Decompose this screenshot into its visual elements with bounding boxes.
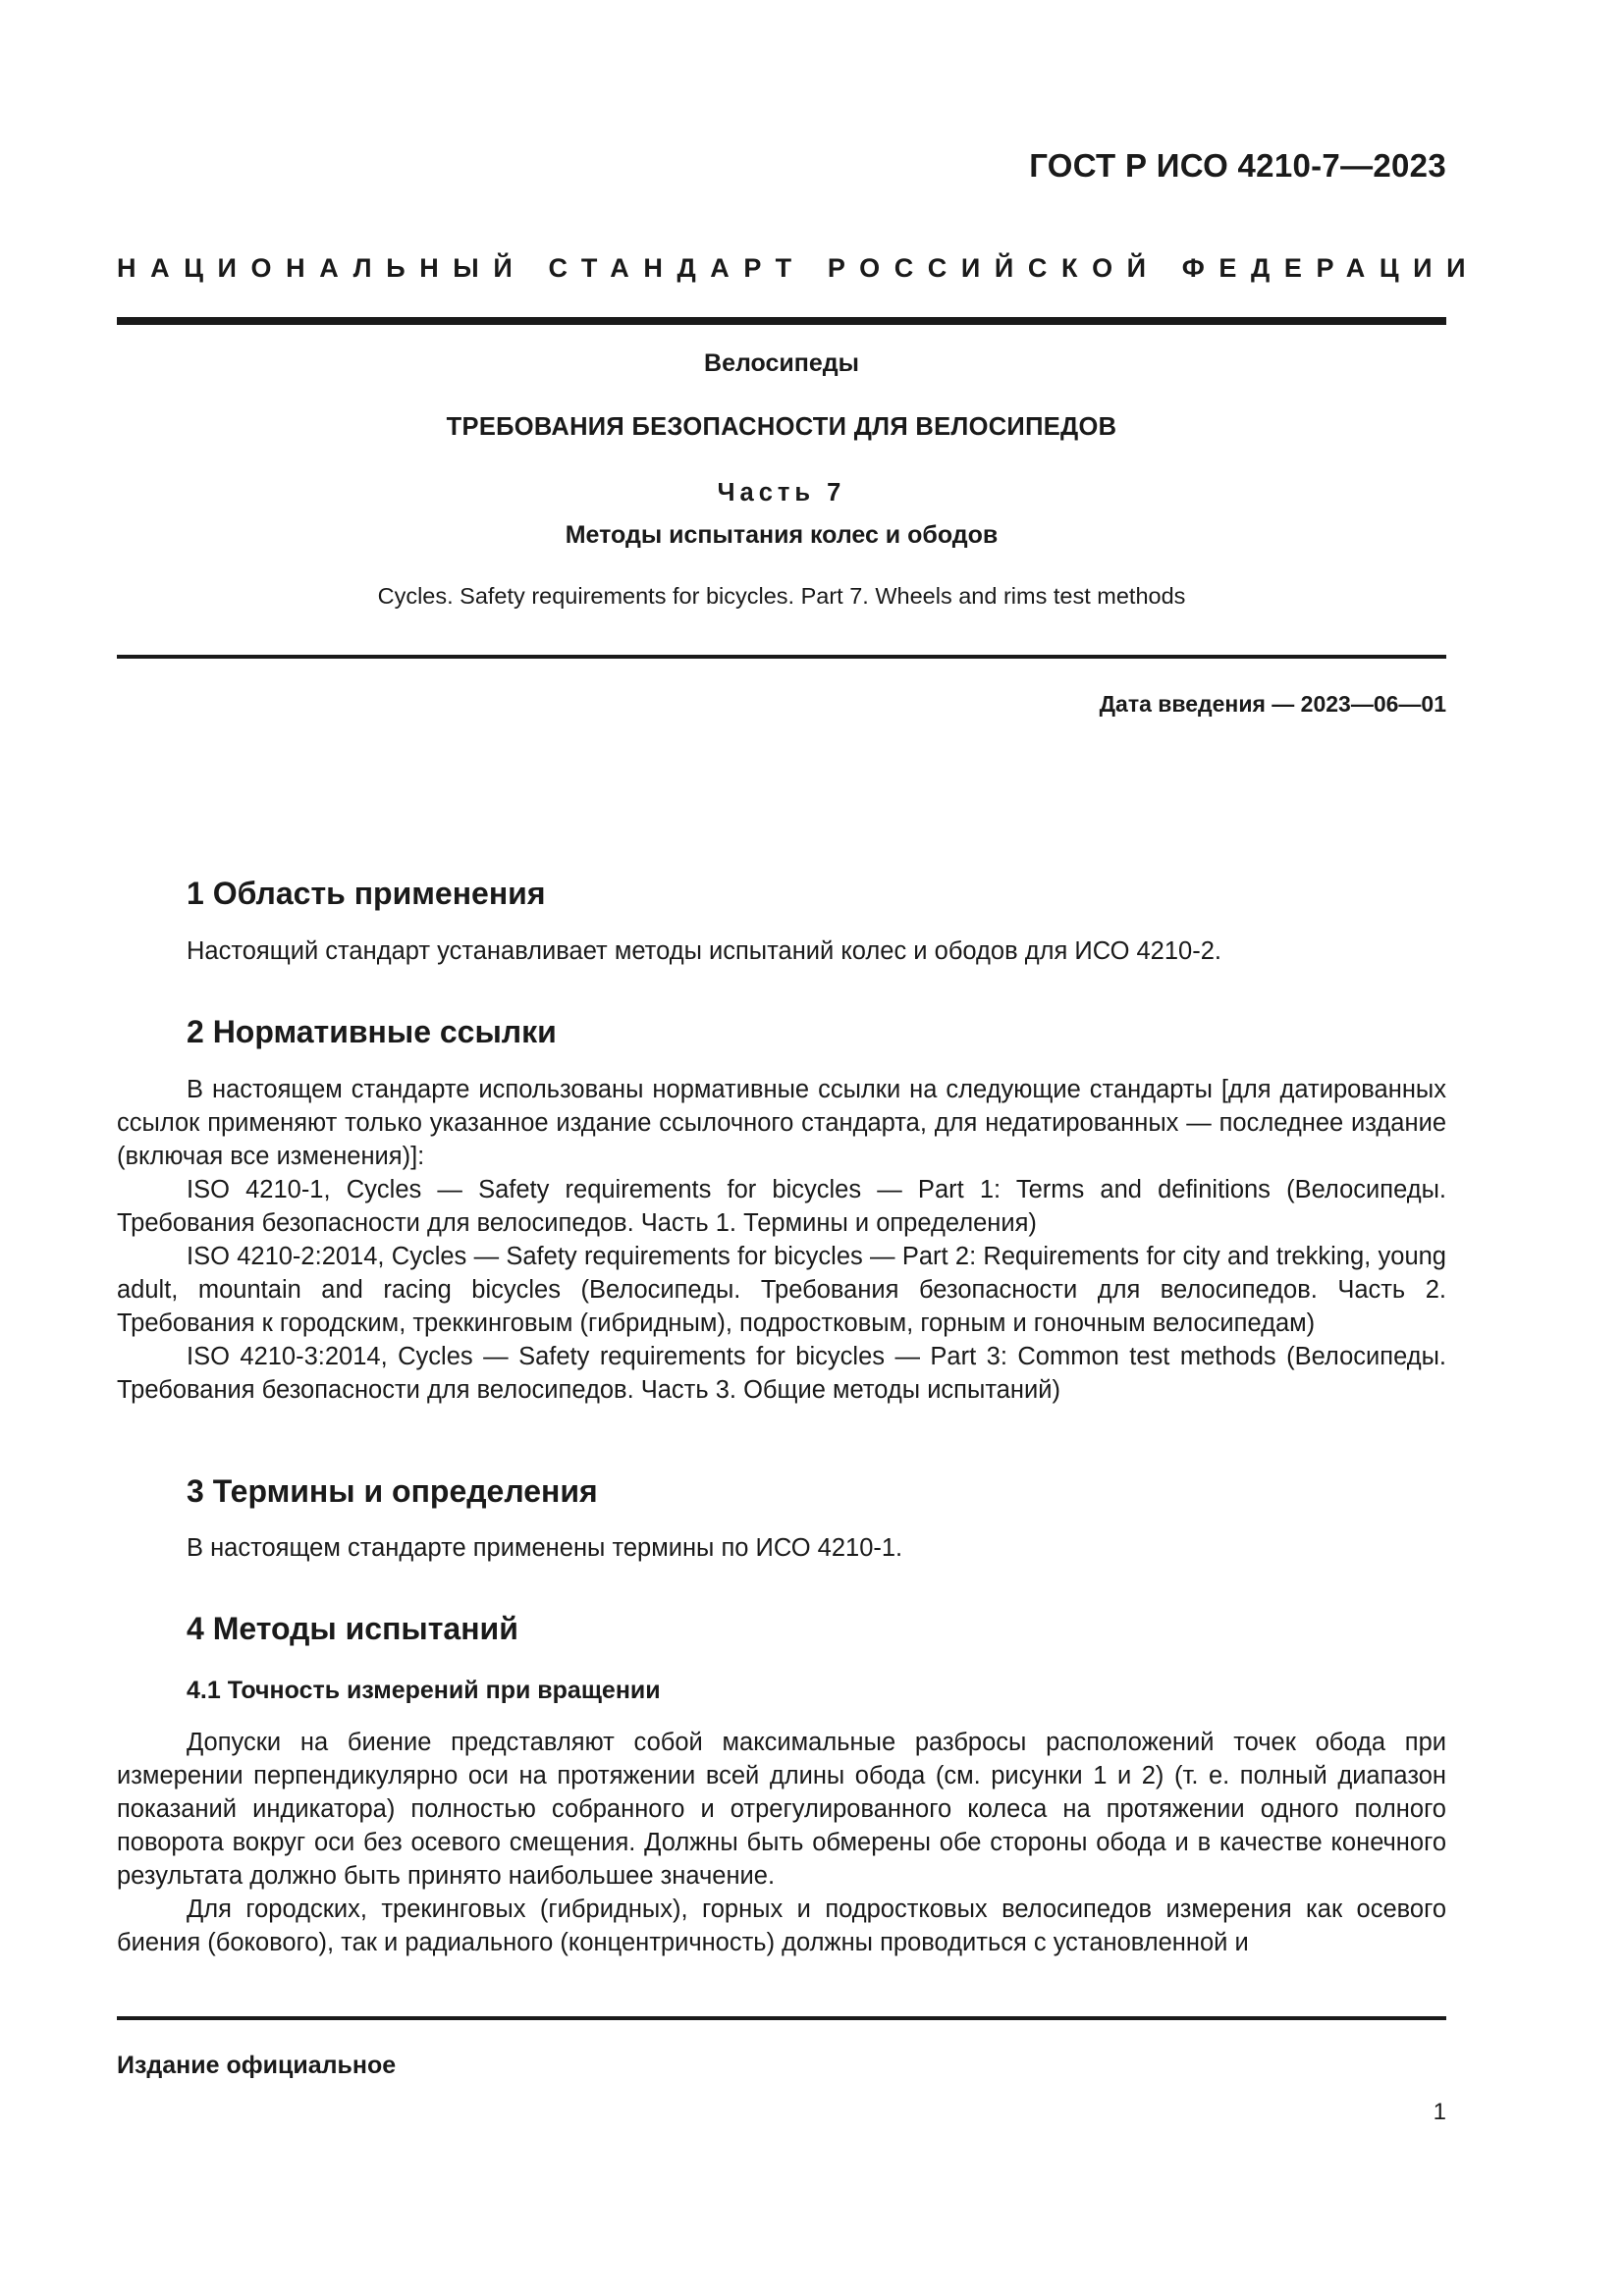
title-main: ТРЕБОВАНИЯ БЕЗОПАСНОСТИ ДЛЯ ВЕЛОСИПЕДОВ (446, 413, 1117, 441)
reference-iso-4210-1: ISO 4210-1, Cycles — Safety requirements for bicycles — Part 1: Terms and definitions (Велосипеды. Требования безопасности для велосипедов. Часть 1. Термины и определения) (117, 1176, 1446, 1237)
section-4-1-body (117, 1726, 1446, 1959)
title-divider (117, 655, 1446, 659)
section-2-heading: 2 Нормативные ссылки (187, 1014, 557, 1049)
footer-divider (117, 2016, 1446, 2020)
paragraph: Для городских, трекинговых (гибридных), горных и подростковых велосипедов измерения как осевого биения (бокового), так и радиального (концентричность) должны проводиться с установленной и (117, 1896, 1446, 1956)
reference-iso-4210-3: ISO 4210-3:2014, Cycles — Safety requirements for bicycles — Part 3: Common test methods (Велосипеды. Требования безопасности для велосипедов. Часть 3. Общие методы испытаний) (117, 1343, 1446, 1404)
reference-iso-4210-2: ISO 4210-2:2014, Cycles — Safety requirements for bicycles — Part 2: Requirements for city and trekking, young adult, mountain and racing bicycles (Велосипеды. Требования безопасности для велосипедов. Часть 2. Требования к городским, треккинговым (гибридным), подростковым, горным и гоночным велосипедам) (117, 1243, 1446, 1337)
section-3-text: В настоящем стандарте применены термины по ИСО 4210-1. (187, 1534, 903, 1562)
document-code: ГОСТ Р ИСО 4210-7—2023 (1029, 147, 1446, 184)
official-edition-label: Издание официальное (117, 2052, 397, 2079)
introduction-date: Дата введения — 2023—06—01 (1099, 691, 1446, 717)
section-4-1-heading: 4.1 Точность измерений при вращении (187, 1677, 661, 1704)
national-standard-title: НАЦИОНАЛЬНЫЙ СТАНДАРТ РОССИЙСКОЙ ФЕДЕРАЦИИ (117, 253, 1481, 283)
title-subject: Велосипеды (704, 349, 859, 377)
title-part-name: Методы испытания колес и ободов (565, 521, 999, 549)
paragraph: Допуски на биение представляют собой максимальные разбросы расположений точек обода при измерении перпендикулярно оси на протяжении всей длины обода (см. рисунки 1 и 2) (т. е. полный диапазон показаний индикатора) полностью собранного и отрегулированного колеса на протяжении одного полного поворота вокруг оси без осевого смещения. Должны быть обмерены обе стороны обода и в качестве конечного результата должно быть принято наибольшее значение. (117, 1729, 1446, 1890)
section-1-heading: 1 Область применения (187, 876, 546, 911)
title-english: Cycles. Safety requirements for bicycles. Part 7. Wheels and rims test methods (377, 583, 1186, 609)
paragraph: В настоящем стандарте использованы нормативные ссылки на следующие стандарты [для датированных ссылок применяют только указанное издание ссылочного стандарта, для недатированных — последнее издание (включая все изменения)]: (117, 1076, 1446, 1170)
section-4-heading: 4 Методы испытаний (187, 1611, 518, 1646)
header-divider (117, 317, 1446, 325)
page-number: 1 (1433, 2099, 1446, 2125)
section-3-heading: 3 Термины и определения (187, 1473, 598, 1509)
section-1-text: Настоящий стандарт устанавливает методы испытаний колес и ободов для ИСО 4210-2. (187, 937, 1221, 965)
title-part: Часть 7 (717, 479, 846, 507)
section-2-body (117, 1073, 1446, 1407)
